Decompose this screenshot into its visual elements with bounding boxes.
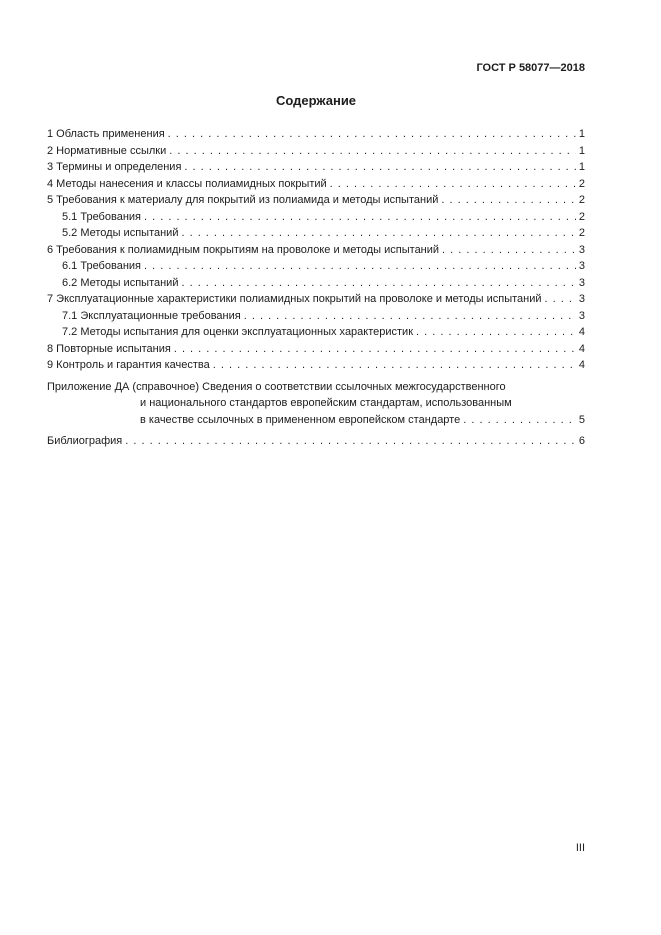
toc-entry [47,258,585,275]
toc-page-number: 3 [578,309,585,322]
toc-entry-line [62,308,585,325]
toc-entry-line [47,126,585,143]
toc-dot-leader [442,242,576,259]
toc-entry [47,308,585,325]
toc-entry-label: 5.2 Методы испытаний [62,227,179,239]
toc-entry [47,143,585,160]
toc-entry-line [140,395,585,412]
toc-entry-label: в качестве ссылочных в примененном европейском стандарте [140,413,461,426]
toc-entry-label: 7.2 Методы испытания для оценки эксплуатационных характеристик [62,326,414,338]
toc-entry-line [47,176,585,193]
toc-dot-leader [545,291,576,308]
toc-entry [47,176,585,193]
toc-entry [47,433,585,450]
toc-entry [47,242,585,259]
toc-entry-label: и национального стандартов европейским стандартам, использованным [140,397,512,409]
toc-dot-leader [181,275,575,292]
toc-entry-label: 5 Требования к материалу для покрытий из полиамида и методы испытаний [47,194,439,206]
toc-entry [47,324,585,341]
toc-dot-leader [463,412,576,429]
toc-entry-line [47,341,585,358]
toc-dot-leader [330,176,576,193]
toc-entry-line [47,159,585,176]
toc-entry-label: 2 Нормативные ссылки [47,144,167,157]
toc-entry-line [62,258,585,275]
toc-dot-leader [174,341,576,358]
toc-list [47,126,585,450]
toc-entry [47,209,585,226]
toc-page-number: 1 [578,144,585,157]
toc-entry [47,192,585,209]
toc-dot-leader [441,192,576,209]
toc-page-number: 3 [578,243,585,256]
toc-page-number: 1 [578,128,585,140]
page-title: Содержание [275,93,357,108]
toc-entry-line [47,242,585,259]
toc-dot-leader [169,143,576,160]
toc-entry-label: 6.1 Требования [62,260,141,272]
toc-entry-label: 4 Методы нанесения и классы полиамидных покрытий [47,177,327,190]
toc-entry-line [62,275,585,292]
toc-entry-line [140,412,585,429]
toc-entry-line [47,291,585,308]
toc-page-number: 2 [578,227,585,239]
toc-entry-line [62,324,585,341]
toc-entry [47,291,585,308]
toc-dot-leader [181,225,575,242]
toc-entry [47,225,585,242]
toc-entry-label: 8 Повторные испытания [47,342,171,355]
document-code: ГОСТ Р 58077—2018 [476,62,585,74]
toc-entry-line [47,357,585,374]
toc-entry [47,357,585,374]
toc-entry-label: 7 Эксплуатационные характеристики полиамидных покрытий на проволоке и методы испытаний [47,293,542,305]
toc-entry-label: 7.1 Эксплуатационные требования [62,309,241,322]
toc-dot-leader [125,433,576,450]
toc-page-number: 2 [578,210,585,223]
toc-entry-line [47,379,585,396]
toc-entry [47,159,585,176]
toc-entry-label: 6 Требования к полиамидным покрытиям на проволоке и методы испытаний [47,243,440,256]
toc-page-number: 1 [578,161,585,173]
toc-page-number: 3 [578,276,585,289]
toc-dot-leader [244,308,576,325]
toc-entry [47,126,585,143]
toc-dot-leader [144,209,576,226]
toc-page-number: 4 [578,359,585,371]
toc-page-number: 3 [578,293,585,305]
toc-page-number: 4 [578,326,585,338]
toc-page-number: 5 [578,413,585,426]
toc-entry-label: 6.2 Методы испытаний [62,276,179,289]
toc-entry-label: Приложение ДА (справочное) Сведения о соответствии ссылочных межгосударственного [47,380,506,393]
toc-dot-leader [416,324,576,341]
toc-dot-leader [144,258,576,275]
toc-entry [47,379,585,429]
toc-entry-line [47,433,585,450]
toc-entry-label: 5.1 Требования [62,210,141,223]
footer-page-number: III [575,842,585,854]
toc-entry-label: Библиография [47,435,123,447]
toc-page-number: 6 [578,435,585,447]
toc-dot-leader [184,159,575,176]
toc-entry-line [62,209,585,226]
toc-entry-line [62,225,585,242]
toc-entry-label: 1 Область применения [47,128,165,140]
toc-page-number: 2 [578,194,585,206]
toc-entry [47,275,585,292]
toc-dot-leader [213,357,576,374]
toc-page-number: 3 [578,260,585,272]
toc-dot-leader [168,126,576,143]
toc-page-number: 2 [578,177,585,190]
toc-entry-line [47,143,585,160]
toc-page-number: 4 [578,342,585,355]
toc-entry [47,341,585,358]
toc-entry-label: 9 Контроль и гарантия качества [47,359,210,371]
toc-entry-line [47,192,585,209]
toc-entry-label: 3 Термины и определения [47,161,182,173]
page-content [47,62,585,450]
